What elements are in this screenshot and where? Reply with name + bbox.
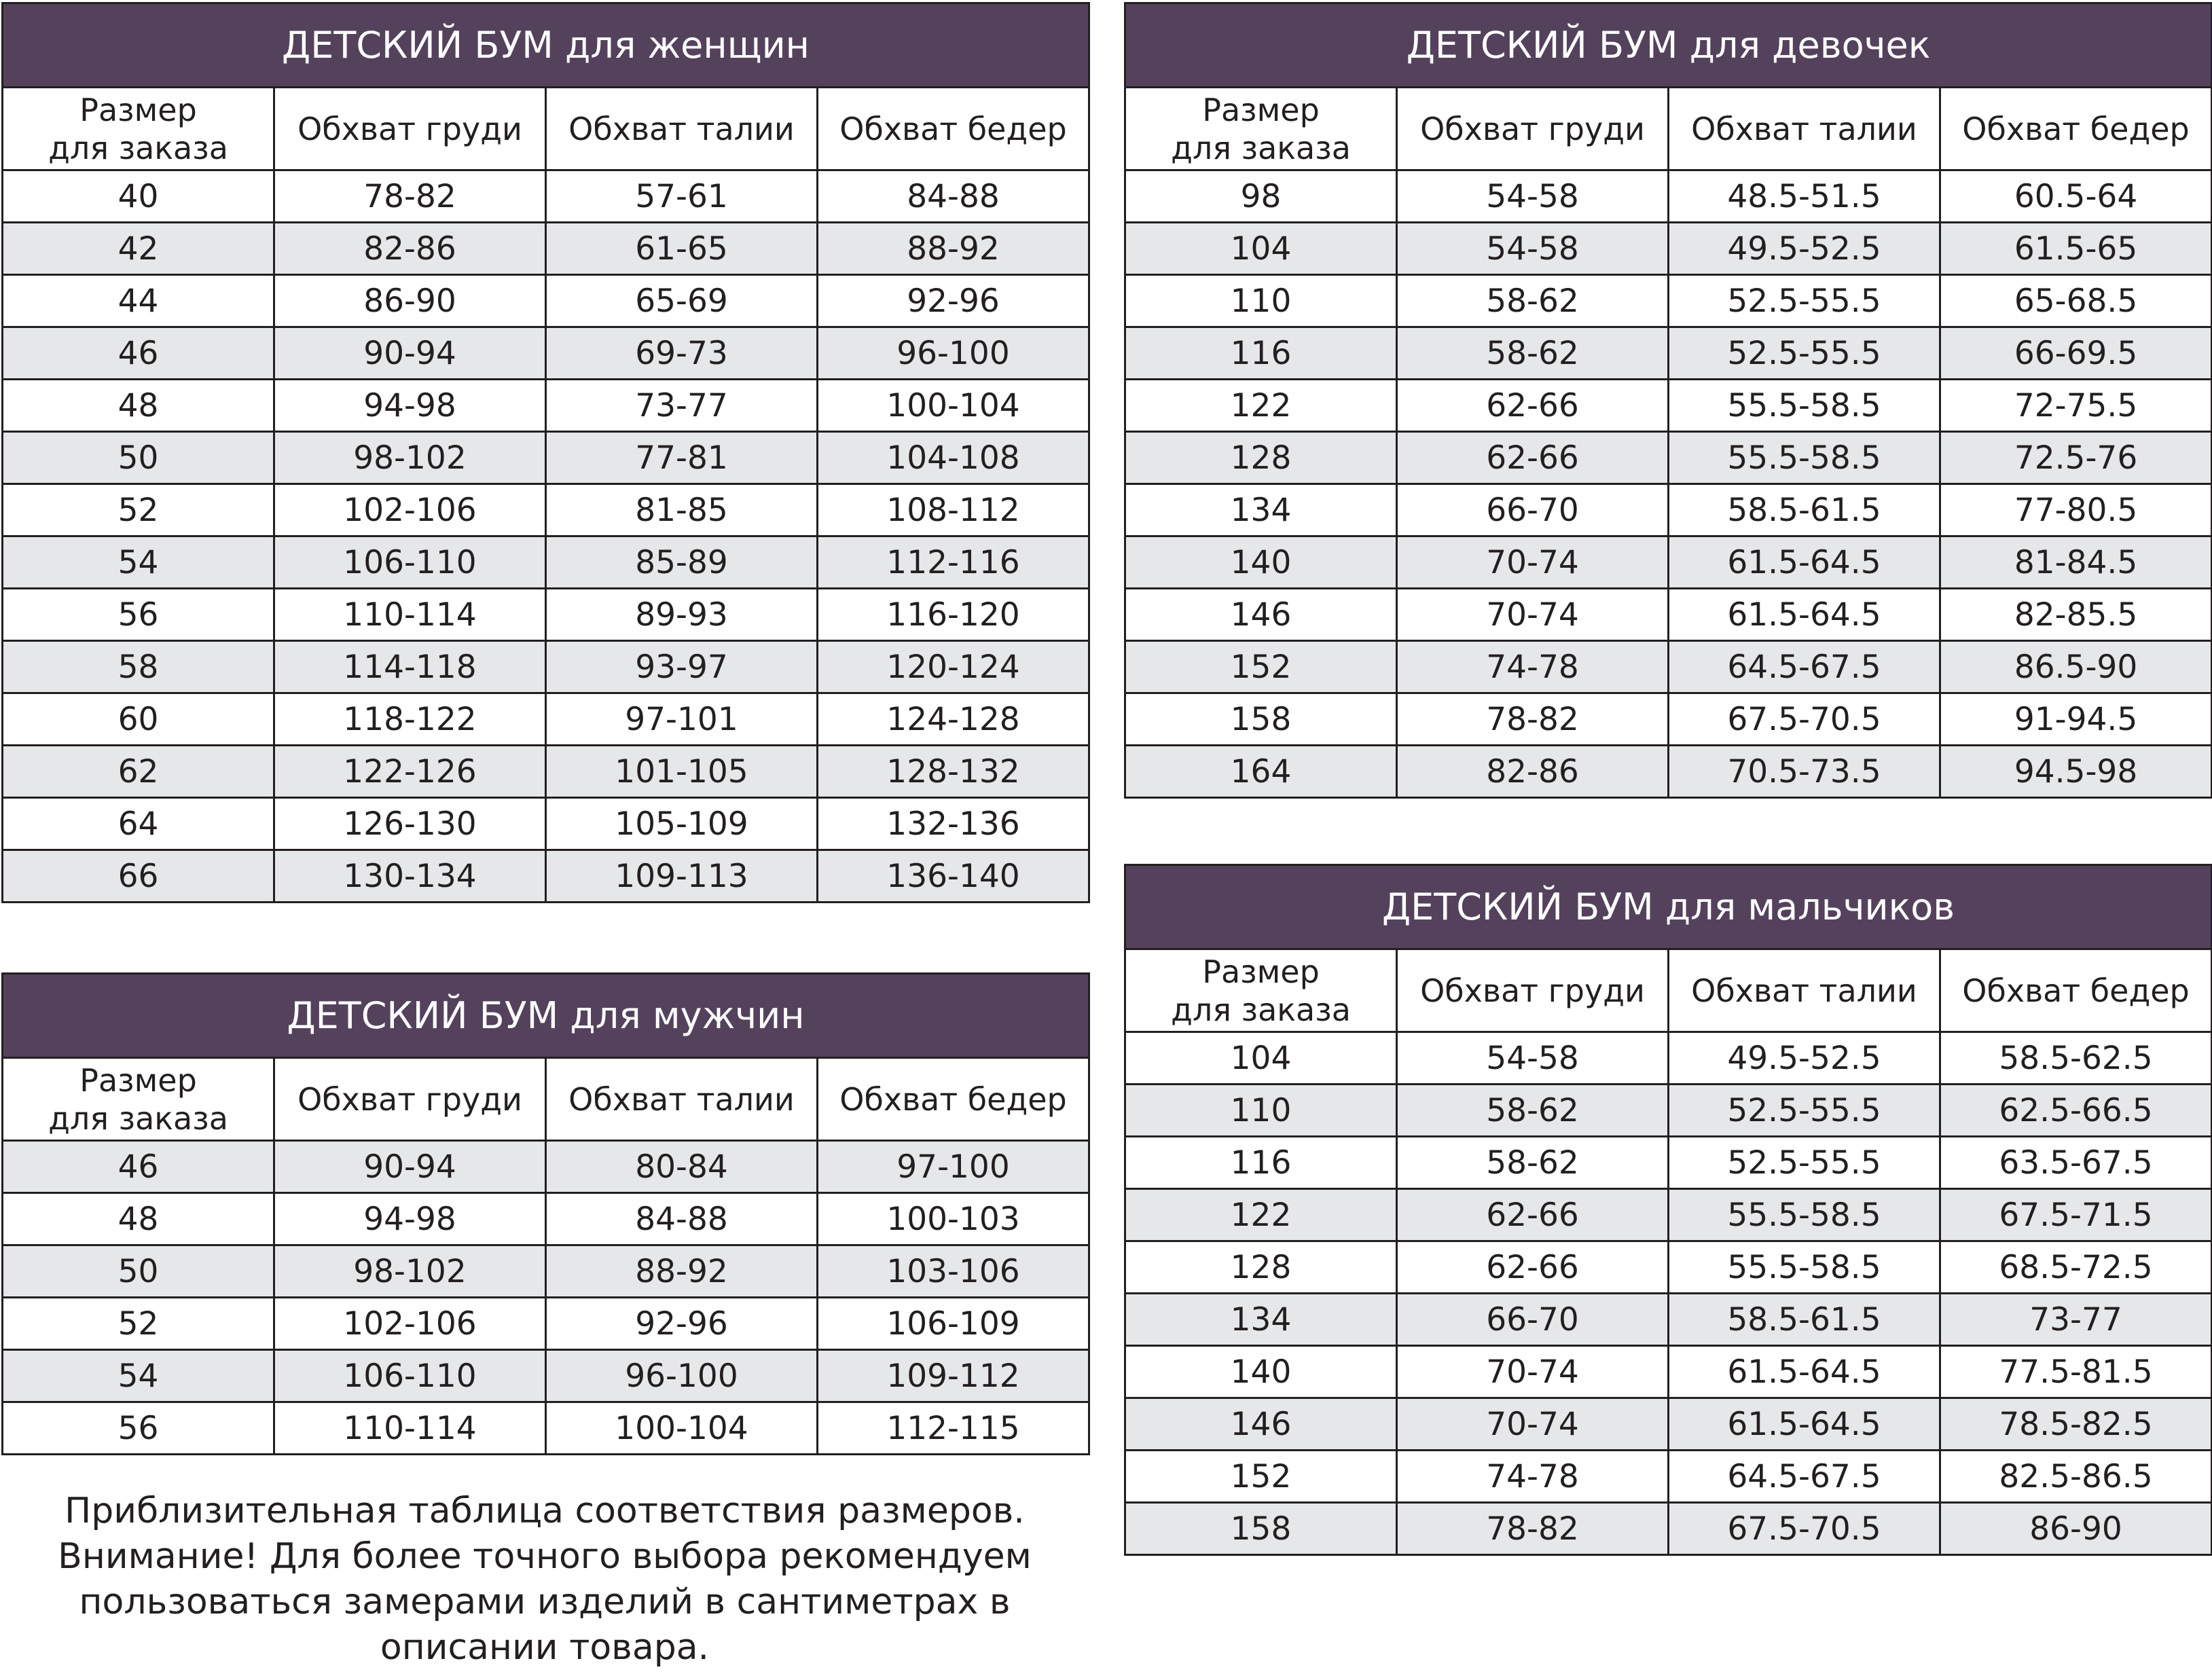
cell-waist: 100-104 [546,1402,818,1455]
cell-size: 122 [1125,1189,1397,1241]
cell-hips: 67.5-71.5 [1940,1189,2212,1241]
cell-hips: 61.5-65 [1940,223,2212,275]
cell-hips: 68.5-72.5 [1940,1241,2212,1294]
cell-waist: 97-101 [546,693,818,746]
cell-chest: 78-82 [1397,693,1669,746]
cell-size: 56 [3,589,274,641]
cell-waist: 58.5-61.5 [1669,484,1940,536]
cell-chest: 98-102 [274,1245,546,1298]
size-table-men [1,972,1090,1455]
cell-chest: 94-98 [274,1193,546,1245]
size-table-women [1,2,1090,903]
table-title: ДЕТСКИЙ БУМ для мужчин [3,974,1089,1058]
cell-hips: 88-92 [818,223,1089,275]
cell-size: 116 [1125,1137,1397,1189]
column-header-waist: Обхват талии [546,1058,818,1141]
column-header-hips: Обхват бедер [818,1058,1089,1141]
table-title-row [3,974,1089,1058]
cell-waist: 92-96 [546,1298,818,1350]
cell-waist: 55.5-58.5 [1669,1189,1940,1241]
table-row [3,380,1089,432]
cell-size: 46 [3,1141,274,1193]
table-row [3,641,1089,693]
cell-chest: 78-82 [274,170,546,223]
table-row [3,223,1089,275]
column-header-waist: Обхват талии [1669,88,1940,170]
column-header-size [1125,949,1397,1032]
table-row [1125,1503,2212,1555]
table-row [1125,484,2212,536]
cell-hips: 77-80.5 [1940,484,2212,536]
note-line: пользоваться замерами изделий в сантиметрах в [79,1582,1011,1622]
cell-waist: 88-92 [546,1245,818,1298]
cell-hips: 116-120 [818,589,1089,641]
column-header-chest: Обхват груди [274,88,546,170]
size-table-boys [1124,864,2212,1556]
cell-hips: 92-96 [818,275,1089,327]
cell-hips: 106-109 [818,1298,1089,1350]
cell-size: 40 [3,170,274,223]
table-row [3,327,1089,380]
cell-waist: 52.5-55.5 [1669,327,1940,380]
cell-chest: 106-110 [274,1350,546,1402]
column-header-size [1125,88,1397,170]
cell-chest: 114-118 [274,641,546,693]
cell-hips: 120-124 [818,641,1089,693]
cell-waist: 101-105 [546,746,818,798]
table-header-row [3,1058,1089,1141]
table-row [3,1350,1089,1402]
cell-size: 104 [1125,1032,1397,1085]
column-header-size [3,88,274,170]
table-row [3,1298,1089,1350]
cell-waist: 52.5-55.5 [1669,275,1940,327]
cell-size: 116 [1125,327,1397,380]
cell-hips: 124-128 [818,693,1089,746]
cell-waist: 67.5-70.5 [1669,693,1940,746]
cell-hips: 94.5-98 [1940,746,2212,798]
cell-waist: 105-109 [546,798,818,850]
table-row [3,1245,1089,1298]
cell-chest: 94-98 [274,380,546,432]
cell-hips: 109-112 [818,1350,1089,1402]
table-row [1125,641,2212,693]
cell-size: 158 [1125,1503,1397,1555]
cell-size: 98 [1125,170,1397,223]
cell-chest: 106-110 [274,536,546,589]
table-row [1125,432,2212,484]
cell-waist: 80-84 [546,1141,818,1193]
table-title-row [3,3,1089,88]
cell-chest: 82-86 [1397,746,1669,798]
cell-hips: 100-103 [818,1193,1089,1245]
table-row [1125,1398,2212,1451]
cell-chest: 122-126 [274,746,546,798]
cell-size: 46 [3,327,274,380]
table-row [1125,746,2212,798]
table-row [3,432,1089,484]
table-row [1125,1451,2212,1503]
cell-size: 44 [3,275,274,327]
table-title: ДЕТСКИЙ БУМ для мальчиков [1125,865,2212,949]
cell-chest: 58-62 [1397,327,1669,380]
table-row [3,536,1089,589]
cell-chest: 118-122 [274,693,546,746]
cell-waist: 61-65 [546,223,818,275]
cell-hips: 112-115 [818,1402,1089,1455]
column-header-size-line: Размер [79,1061,197,1099]
cell-chest: 62-66 [1397,1241,1669,1294]
cell-hips: 112-116 [818,536,1089,589]
column-header-size-line: для заказа [48,1099,228,1137]
cell-size: 146 [1125,589,1397,641]
cell-waist: 109-113 [546,850,818,903]
cell-hips: 108-112 [818,484,1089,536]
table-row [1125,1137,2212,1189]
cell-chest: 58-62 [1397,275,1669,327]
table-row [3,746,1089,798]
column-header-size-line: Размер [1202,91,1320,128]
cell-waist: 61.5-64.5 [1669,1398,1940,1451]
cell-size: 64 [3,798,274,850]
cell-waist: 49.5-52.5 [1669,223,1940,275]
cell-size: 54 [3,1350,274,1402]
column-header-waist: Обхват талии [1669,949,1940,1032]
cell-waist: 52.5-55.5 [1669,1085,1940,1137]
cell-size: 58 [3,641,274,693]
cell-hips: 132-136 [818,798,1089,850]
cell-waist: 69-73 [546,327,818,380]
cell-hips: 128-132 [818,746,1089,798]
column-header-size-line: Размер [79,91,197,128]
table-title-row [1125,865,2212,949]
cell-hips: 136-140 [818,850,1089,903]
table-row [1125,1032,2212,1085]
cell-chest: 70-74 [1397,536,1669,589]
table-row [3,1402,1089,1455]
cell-chest: 58-62 [1397,1137,1669,1189]
cell-chest: 126-130 [274,798,546,850]
column-header-size-line: для заказа [48,129,228,166]
cell-chest: 54-58 [1397,170,1669,223]
table-header-row [3,88,1089,170]
cell-size: 122 [1125,380,1397,432]
table-row [1125,275,2212,327]
cell-chest: 70-74 [1397,1346,1669,1398]
table-row [3,589,1089,641]
column-header-chest: Обхват груди [1397,949,1669,1032]
column-header-hips: Обхват бедер [818,88,1089,170]
table-row [1125,693,2212,746]
cell-waist: 57-61 [546,170,818,223]
cell-hips: 84-88 [818,170,1089,223]
column-header-size-line: Размер [1202,953,1320,990]
cell-hips: 66-69.5 [1940,327,2212,380]
note-line: Приблизительная таблица соответствия размеров. [65,1491,1025,1531]
cell-hips: 86.5-90 [1940,641,2212,693]
cell-waist: 81-85 [546,484,818,536]
cell-waist: 49.5-52.5 [1669,1032,1940,1085]
table-title: ДЕТСКИЙ БУМ для женщин [3,3,1089,88]
table-title: ДЕТСКИЙ БУМ для девочек [1125,3,2212,88]
cell-size: 128 [1125,1241,1397,1294]
cell-chest: 98-102 [274,432,546,484]
cell-chest: 102-106 [274,1298,546,1350]
cell-chest: 86-90 [274,275,546,327]
cell-waist: 70.5-73.5 [1669,746,1940,798]
cell-waist: 48.5-51.5 [1669,170,1940,223]
column-header-size-line: для заказа [1171,129,1351,166]
table-row [3,850,1089,903]
cell-size: 66 [3,850,274,903]
cell-waist: 89-93 [546,589,818,641]
column-header-hips: Обхват бедер [1940,949,2212,1032]
column-header-waist: Обхват талии [546,88,818,170]
cell-size: 134 [1125,484,1397,536]
cell-chest: 54-58 [1397,1032,1669,1085]
table-row [3,484,1089,536]
cell-chest: 62-66 [1397,1189,1669,1241]
cell-chest: 62-66 [1397,380,1669,432]
cell-waist: 52.5-55.5 [1669,1137,1940,1189]
cell-hips: 65-68.5 [1940,275,2212,327]
cell-hips: 72-75.5 [1940,380,2212,432]
cell-waist: 55.5-58.5 [1669,380,1940,432]
cell-hips: 103-106 [818,1245,1089,1298]
cell-size: 62 [3,746,274,798]
cell-waist: 61.5-64.5 [1669,536,1940,589]
size-disclaimer-note [0,1489,1089,1671]
table-row [1125,536,2212,589]
cell-size: 56 [3,1402,274,1455]
note-line: описании товара. [380,1627,710,1668]
cell-hips: 60.5-64 [1940,170,2212,223]
cell-waist: 77-81 [546,432,818,484]
cell-hips: 82.5-86.5 [1940,1451,2212,1503]
cell-waist: 84-88 [546,1193,818,1245]
cell-chest: 74-78 [1397,1451,1669,1503]
cell-chest: 110-114 [274,589,546,641]
table-title-row [1125,3,2212,88]
table-row [1125,170,2212,223]
table-row [1125,1189,2212,1241]
cell-size: 152 [1125,641,1397,693]
cell-chest: 66-70 [1397,1294,1669,1346]
table-row [3,1193,1089,1245]
cell-hips: 77.5-81.5 [1940,1346,2212,1398]
cell-size: 48 [3,1193,274,1245]
cell-size: 42 [3,223,274,275]
cell-waist: 85-89 [546,536,818,589]
note-line: Внимание! Для более точного выбора рекомендуем [58,1536,1032,1577]
cell-hips: 100-104 [818,380,1089,432]
cell-hips: 78.5-82.5 [1940,1398,2212,1451]
cell-size: 60 [3,693,274,746]
cell-waist: 64.5-67.5 [1669,1451,1940,1503]
cell-hips: 73-77 [1940,1294,2212,1346]
cell-size: 52 [3,1298,274,1350]
table-row [3,275,1089,327]
table-row [3,1141,1089,1193]
cell-size: 52 [3,484,274,536]
cell-hips: 82-85.5 [1940,589,2212,641]
cell-hips: 86-90 [1940,1503,2212,1555]
cell-chest: 82-86 [274,223,546,275]
cell-size: 54 [3,536,274,589]
cell-waist: 55.5-58.5 [1669,1241,1940,1294]
table-header-row [1125,88,2212,170]
cell-chest: 90-94 [274,1141,546,1193]
cell-chest: 102-106 [274,484,546,536]
table-row [1125,380,2212,432]
cell-chest: 90-94 [274,327,546,380]
cell-chest: 54-58 [1397,223,1669,275]
cell-size: 152 [1125,1451,1397,1503]
size-table-girls [1124,2,2212,799]
cell-size: 104 [1125,223,1397,275]
cell-hips: 62.5-66.5 [1940,1085,2212,1137]
cell-hips: 63.5-67.5 [1940,1137,2212,1189]
cell-size: 140 [1125,536,1397,589]
table-row [1125,589,2212,641]
table-row [1125,327,2212,380]
column-header-chest: Обхват груди [1397,88,1669,170]
cell-size: 50 [3,1245,274,1298]
cell-size: 140 [1125,1346,1397,1398]
cell-chest: 66-70 [1397,484,1669,536]
cell-chest: 78-82 [1397,1503,1669,1555]
cell-waist: 73-77 [546,380,818,432]
cell-size: 48 [3,380,274,432]
cell-size: 110 [1125,275,1397,327]
cell-waist: 65-69 [546,275,818,327]
cell-hips: 72.5-76 [1940,432,2212,484]
cell-chest: 62-66 [1397,432,1669,484]
column-header-size [3,1058,274,1141]
table-row [1125,1294,2212,1346]
cell-hips: 81-84.5 [1940,536,2212,589]
cell-waist: 93-97 [546,641,818,693]
cell-chest: 74-78 [1397,641,1669,693]
cell-size: 146 [1125,1398,1397,1451]
table-row [3,798,1089,850]
cell-size: 110 [1125,1085,1397,1137]
cell-waist: 67.5-70.5 [1669,1503,1940,1555]
column-header-hips: Обхват бедер [1940,88,2212,170]
table-header-row [1125,949,2212,1032]
cell-waist: 55.5-58.5 [1669,432,1940,484]
column-header-chest: Обхват груди [274,1058,546,1141]
table-row [1125,1241,2212,1294]
table-row [1125,1085,2212,1137]
cell-size: 128 [1125,432,1397,484]
cell-hips: 104-108 [818,432,1089,484]
cell-size: 50 [3,432,274,484]
cell-waist: 96-100 [546,1350,818,1402]
cell-chest: 130-134 [274,850,546,903]
cell-hips: 96-100 [818,327,1089,380]
table-row [1125,223,2212,275]
cell-size: 134 [1125,1294,1397,1346]
cell-waist: 61.5-64.5 [1669,1346,1940,1398]
cell-waist: 61.5-64.5 [1669,589,1940,641]
cell-chest: 110-114 [274,1402,546,1455]
cell-hips: 58.5-62.5 [1940,1032,2212,1085]
cell-chest: 58-62 [1397,1085,1669,1137]
cell-size: 164 [1125,746,1397,798]
cell-chest: 70-74 [1397,589,1669,641]
cell-size: 158 [1125,693,1397,746]
table-row [3,170,1089,223]
cell-chest: 70-74 [1397,1398,1669,1451]
cell-hips: 91-94.5 [1940,693,2212,746]
table-row [3,693,1089,746]
table-row [1125,1346,2212,1398]
cell-waist: 64.5-67.5 [1669,641,1940,693]
column-header-size-line: для заказа [1171,991,1351,1028]
cell-hips: 97-100 [818,1141,1089,1193]
cell-waist: 58.5-61.5 [1669,1294,1940,1346]
